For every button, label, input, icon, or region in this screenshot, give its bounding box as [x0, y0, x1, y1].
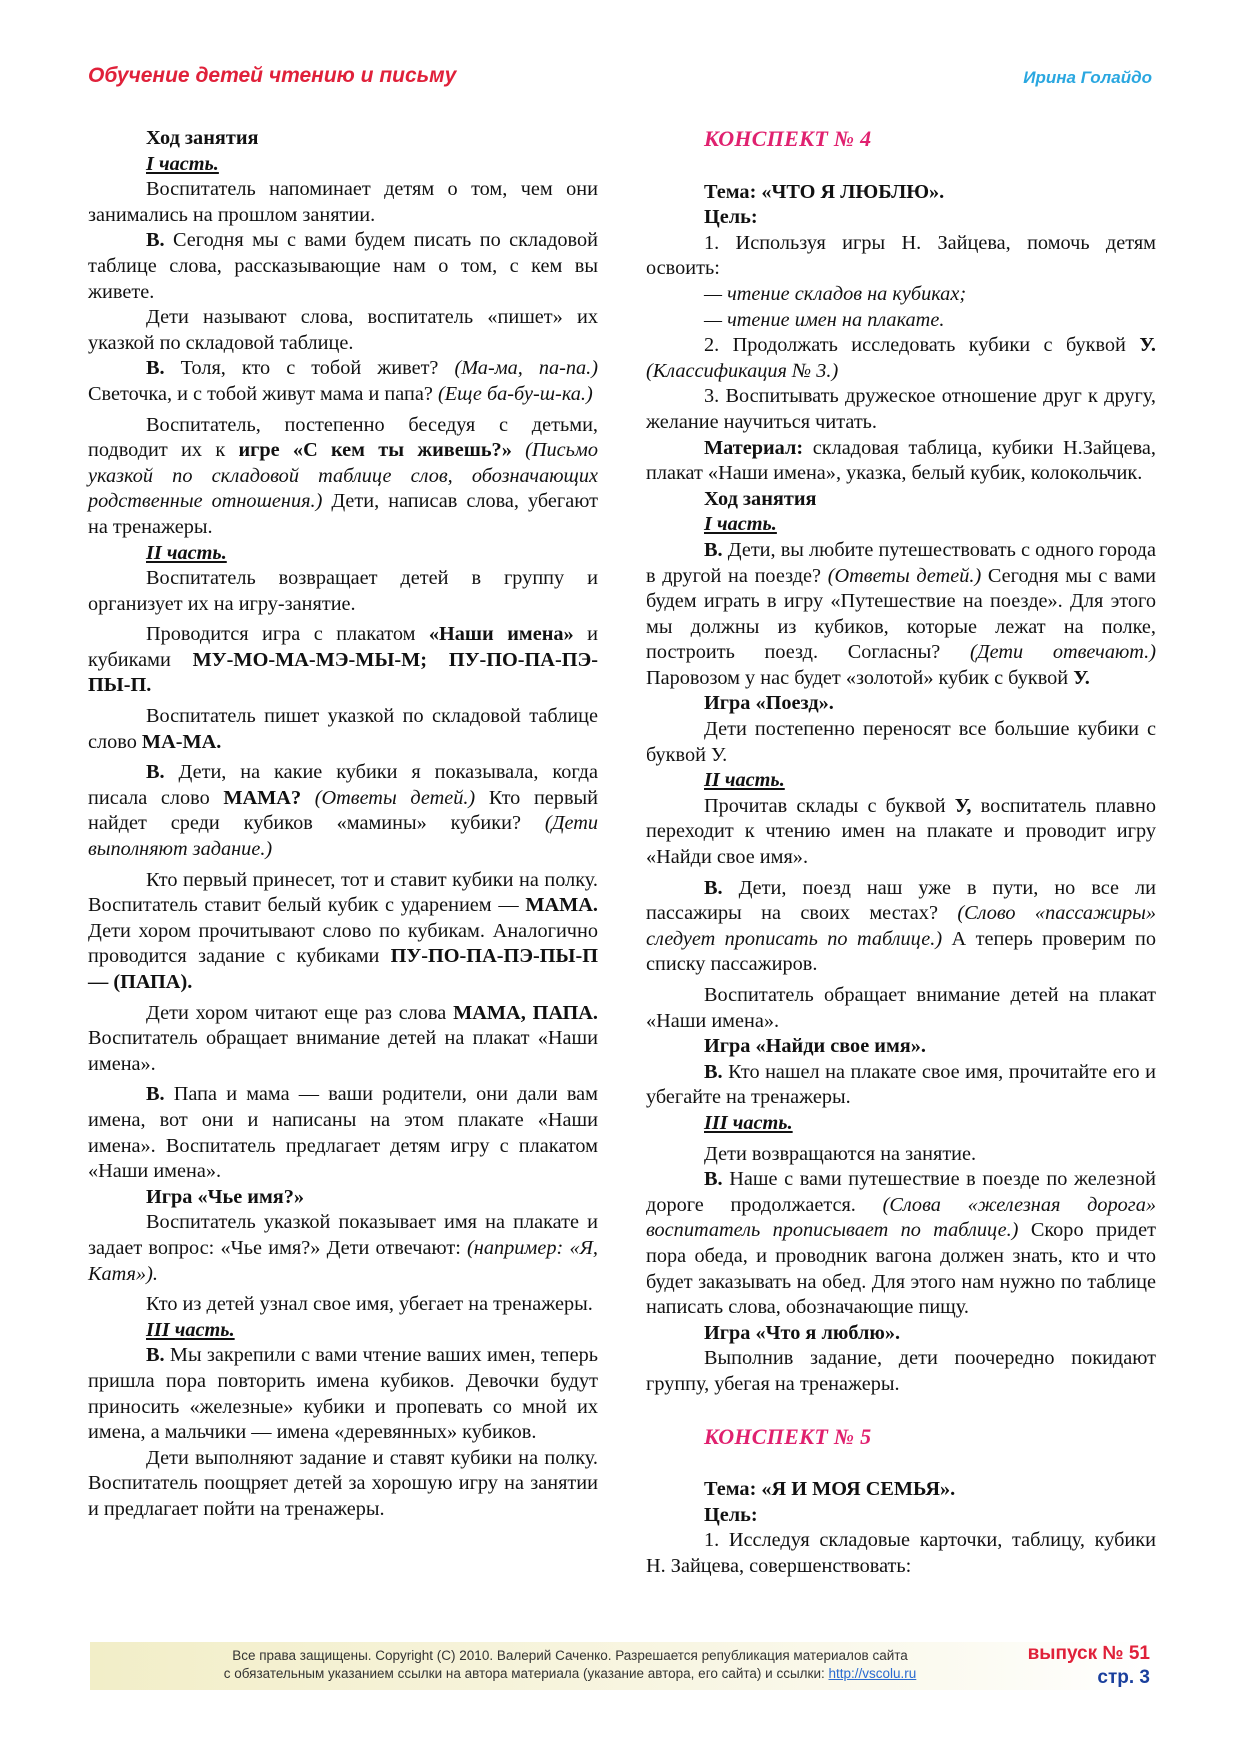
paragraph: 3. Воспитывать дружеское отношение друг к другу, желание научиться читать.	[646, 385, 1156, 433]
paragraph: В. Дети, поезд наш уже в пути, но все ли пассажиры на своих местах? (Слово «пассажиры» следует прописать по таблице.) А теперь проверим по списку пассажиров.	[646, 876, 1156, 976]
part-heading: II часть.	[146, 541, 227, 564]
konspekt-heading: КОНСПЕКТ № 5	[704, 1423, 872, 1449]
paragraph: 2. Продолжать исследовать кубики с буквой У. (Классификация № 3.)	[646, 334, 1156, 382]
paragraph: Дети хором читают еще раз слова МАМА, ПАПА. Воспитатель обращает внимание детей на плакат «Наши имена».	[88, 1001, 598, 1075]
paragraph: Воспитатель пишет указкой по складовой таблице слово МА-МА.	[88, 705, 598, 753]
paragraph: Воспитатель обращает внимание детей на плакат «Наши имена».	[646, 984, 1156, 1032]
game-heading: Игра «Что я люблю».	[704, 1321, 901, 1344]
paragraph: Прочитав склады с буквой У, воспитатель плавно переходит к чтению имен на плакате и проводит игру «Найди свое имя».	[646, 794, 1156, 869]
theme-heading: Тема: «Я И МОЯ СЕМЬЯ».	[704, 1478, 956, 1501]
header-author: Ирина Голайдо	[1023, 68, 1152, 87]
part-heading: III часть.	[146, 1318, 235, 1341]
right-column	[646, 126, 1156, 1579]
paragraph: В. Кто нашел на плакате свое имя, прочитайте его и убегайте на тренажеры.	[646, 1060, 1156, 1109]
paragraph: В. Папа и мама — ваши родители, они дали вам имена, вот они и написаны на этом плакате «Наши имена». Воспитатель предлагает детям игру с плакатом «Наши имена».	[88, 1083, 598, 1183]
footer-copyright-bar	[90, 1642, 1152, 1690]
paragraph: Кто из детей узнал свое имя, убегает на тренажеры.	[146, 1293, 593, 1316]
goal-heading: Цель:	[704, 1503, 758, 1526]
game-heading: Игра «Найди свое имя».	[704, 1035, 926, 1058]
page-number: стр. 3	[1097, 1667, 1150, 1688]
list-item: — чтение имен на плакате.	[704, 308, 945, 331]
paragraph: 1. Исследуя складовые карточки, таблицу, кубики Н. Зайцева, совершенствовать:	[646, 1529, 1156, 1577]
site-link[interactable]: http://vscolu.ru	[828, 1666, 917, 1681]
paragraph: Воспитатель указкой показывает имя на плакате и задает вопрос: «Чье имя?» Дети отвечают: (например: «Я, Катя»).	[88, 1211, 598, 1285]
paragraph: Дети постепенно переносят все большие кубики с буквой У.	[646, 718, 1156, 766]
part-heading: I часть.	[704, 513, 777, 536]
paragraph: В. Сегодня мы с вами будем писать по складовой таблице слова, рассказывающие нам о том, с кем вы живете.	[88, 229, 598, 303]
paragraph: 1. Используя игры Н. Зайцева, помочь детям освоить:	[646, 231, 1156, 280]
part-heading: I часть.	[146, 152, 219, 175]
issue-number: выпуск № 51	[1027, 1643, 1150, 1664]
game-heading: Игра «Поезд».	[704, 692, 834, 715]
paragraph: Выполнив задание, дети поочередно покидают группу, убегая на тренажеры.	[646, 1347, 1156, 1395]
theme-heading: Тема: «ЧТО Я ЛЮБЛЮ».	[704, 180, 945, 203]
part-heading: III часть.	[704, 1111, 793, 1134]
paragraph: Воспитатель напоминает детям о том, чем они занимались на прошлом занятии.	[88, 178, 598, 226]
paragraph: Материал: складовая таблица, кубики Н.Зайцева, плакат «Наши имена», указка, белый кубик, колокольчик.	[646, 436, 1156, 485]
paragraph: Воспитатель, постепенно беседуя с детьми, подводит их к игре «С кем ты живешь?» (Письмо указкой по складовой таблице слов, обозначающих родственные отношения.) Дети, написав слова, убегают на тренажеры.	[88, 413, 598, 538]
paragraph: В. Мы закрепили с вами чтение ваших имен, теперь пришла пора повторить имена кубиков. Девочки будут приносить «железные» кубики и пропевать со мной их имена, а мальчики — имена «деревянных» кубиков.	[88, 1344, 598, 1444]
paragraph: Проводится игра с плакатом «Наши имена» и кубиками МУ-МО-МА-МЭ-МЫ-М; ПУ-ПО-ПА-ПЭ-ПЫ-П.	[88, 623, 598, 697]
paragraph: В. Дети, вы любите путешествовать с одного города в другой на поезде? (Ответы детей.) Сегодня мы с вами будем играть в игру «Путешествие на поезде». Для этого мы должны из кубиков, которые лежат на полке, построить поезд. Согласны? (Дети отвечают.) Паровозом у нас будет «золотой» кубик с буквой У.	[646, 538, 1157, 689]
left-column	[88, 126, 598, 1522]
paragraph: Дети возвращаются на занятие.	[704, 1142, 977, 1165]
header-title: Обучение детей чтению и письму	[88, 64, 457, 87]
goal-heading: Цель:	[704, 206, 758, 229]
paragraph: В. Толя, кто с тобой живет? (Ма-ма, па-па.) Светочка, и с тобой живут мама и папа? (Еще ба-бу-ш-ка.)	[88, 357, 598, 405]
paragraph: Дети выполняют задание и ставят кубики на полку. Воспитатель поощряет детей за хорошую игру на занятии и предлагает пойти на тренажеры.	[88, 1446, 598, 1520]
list-item: — чтение складов на кубиках;	[704, 282, 967, 305]
section-heading: Ход занятия	[704, 487, 817, 510]
game-heading: Игра «Чье имя?»	[146, 1185, 305, 1208]
konspekt-heading: КОНСПЕКТ № 4	[704, 126, 872, 151]
footer-attribution-line: с обязательным указанием ссылки на автора материала (указание автора, его сайта) и ссылки: http://vscolu.ru	[223, 1666, 917, 1681]
section-heading: Ход занятия	[146, 127, 259, 149]
footer-copyright-line: Все права защищены. Copyright (C) 2010. Валерий Саченко. Разрешается републикация материалов сайта	[232, 1648, 908, 1663]
part-heading: II часть.	[704, 769, 785, 792]
paragraph: Дети называют слова, воспитатель «пишет» их указкой по складовой таблице.	[88, 306, 598, 354]
paragraph: Воспитатель возвращает детей в группу и организует их на игру-занятие.	[88, 567, 598, 615]
paragraph: Кто первый принесет, тот и ставит кубики на полку. Воспитатель ставит белый кубик с ударением — МАМА. Дети хором прочитывают слово по кубикам. Аналогично проводится задание с кубиками ПУ-ПО-ПА-ПЭ-ПЫ-П — (ПАПА).	[88, 868, 598, 993]
paragraph: В. Дети, на какие кубики я показывала, когда писала слово МАМА? (Ответы детей.) Кто первый найдет среди кубиков «мамины» кубики? (Дети выполняют задание.)	[88, 761, 598, 861]
paragraph: В. Наше с вами путешествие в поезде по железной дороге продолжается. (Слова «железная дорога» воспитатель прописывает по таблице.) Скоро придет пора обеда, и проводник вагона должен знать, кто и что будет заказывать на обед. Для этого нам нужно по таблице написать слова, обозначающие пищу.	[646, 1168, 1156, 1319]
